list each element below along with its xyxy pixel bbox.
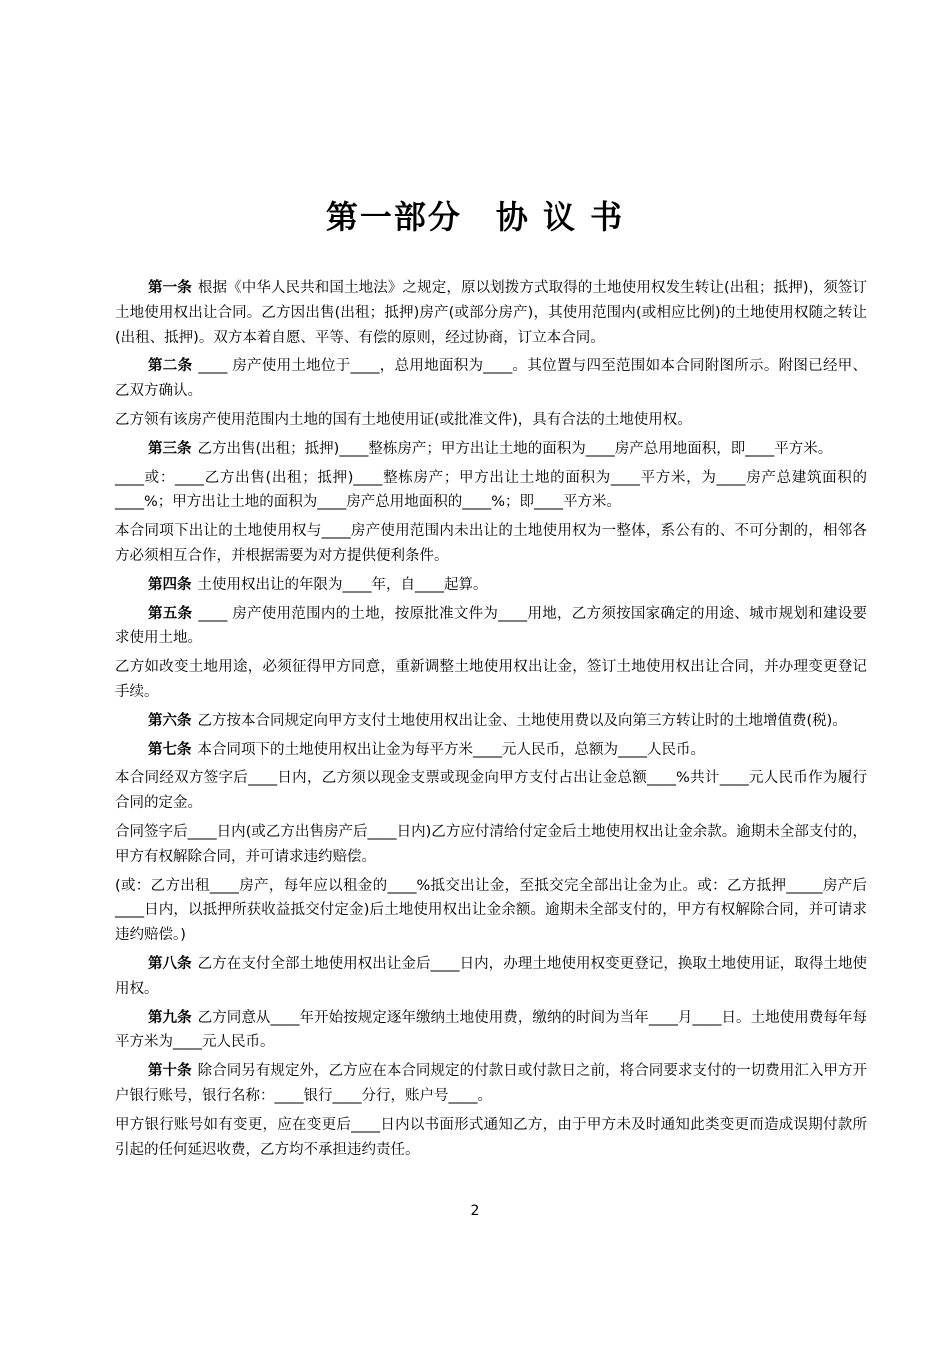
article-text: ____ 房产使用范围内的土地，按原批准文件为____用地，乙方须按国家确定的用途、城市规划和建设要求使用土地。 bbox=[115, 605, 867, 647]
article-9 bbox=[115, 1006, 867, 1056]
paragraph-text: ____或：____乙方出售(出租；抵押)____整栋房产；甲方出让土地的面积为____平方米，为____房产总建筑面积的____%；甲方出让土地的面积为____房产总用地面积的____%；即____平方米。 bbox=[115, 469, 867, 511]
article-text: 土使用权出让的年限为____年，自____起算。 bbox=[197, 576, 488, 593]
article-label: 第八条 bbox=[148, 955, 192, 972]
paragraph-text: 本合同经双方签字后____日内，乙方须以现金支票或现金向甲方支付占出让金总额____%共计____元人民币作为履行合同的定金。 bbox=[115, 770, 867, 812]
page-title bbox=[0, 192, 950, 242]
title-main: 第一部分 bbox=[325, 198, 462, 236]
article-label: 第九条 bbox=[148, 1009, 192, 1026]
paragraph-text: 乙方如改变土地用途，必须征得甲方同意，重新调整土地使用权出让金，签订土地使用权出让合同，并办理变更登记手续。 bbox=[115, 659, 867, 700]
article-label: 第一条 bbox=[148, 280, 192, 296]
article-text: 乙方同意从____年开始按规定逐年缴纳土地使用费，缴纳的时间为当年____月____日。土地使用费每年每平方米为____元人民币。 bbox=[115, 1009, 868, 1051]
article-text: 除合同另有规定外，乙方应在本合同规定的付款日或付款日之前，将合同要求支付的一切费用汇入甲方开户银行账号，银行名称：____银行____分行，账户号____。 bbox=[115, 1063, 867, 1104]
article-text: ____ 房产使用土地位于____，总用地面积为____。其位置与四至范围如本合同附图所示。附图已经甲、乙双方确认。 bbox=[115, 358, 868, 400]
article-6 bbox=[115, 709, 867, 734]
article-label: 第六条 bbox=[148, 712, 192, 729]
article-2 bbox=[115, 354, 867, 404]
article-8 bbox=[115, 952, 867, 1002]
paragraph bbox=[115, 408, 867, 433]
paragraph bbox=[115, 1113, 867, 1163]
paragraph-text: 甲方银行账号如有变更，应在变更后____日内以书面形式通知乙方，由于甲方未及时通知此类变更而造成误期付款所引起的任何延迟收费，乙方均不承担违约责任。 bbox=[115, 1116, 867, 1158]
page-number: 2 bbox=[470, 1203, 480, 1219]
article-7 bbox=[115, 738, 867, 763]
article-text: 根据《中华人民共和国土地法》之规定，原以划拨方式取得的土地使用权发生转让(出租；抵押)，须签订土地使用权出让合同。乙方因出售(出租；抵押)房产(或部分房产)，其使用范围内(或相应比例)的土地使用权随之转让(出租、抵押)。双方本着自愿、平等、有偿的原则，经过协商，订立本合同。 bbox=[115, 280, 868, 346]
article-text: 乙方按本合同规定向甲方支付土地使用权出让金、土地使用费以及向第三方转让时的土地增值费(税)。 bbox=[197, 712, 847, 729]
paragraph bbox=[115, 820, 867, 870]
article-text: 乙方在支付全部土地使用权出让金后____日内，办理土地使用权变更登记，换取土地使用证，取得土地使用权。 bbox=[115, 955, 868, 997]
article-text: 本合同项下的土地使用权出让金为每平方米____元人民币，总额为____人民币。 bbox=[197, 741, 705, 758]
article-3 bbox=[115, 437, 867, 462]
article-label: 第四条 bbox=[148, 576, 192, 593]
article-4 bbox=[115, 573, 867, 598]
paragraph bbox=[115, 766, 867, 816]
paragraph-text: 乙方领有该房产使用范围内土地的国有土地使用证(或批准文件)，具有合法的土地使用权。 bbox=[115, 411, 692, 428]
article-label: 第十条 bbox=[148, 1063, 192, 1080]
paragraph bbox=[115, 874, 867, 948]
article-10 bbox=[115, 1059, 867, 1109]
paragraph-text: 合同签字后____日内(或乙方出售房产后____日内)乙方应付清给付定金后土地使用权出让金余款。逾期未全部支付的，甲方有权解除合同，并可请求违约赔偿。 bbox=[115, 823, 867, 865]
article-label: 第三条 bbox=[148, 440, 192, 457]
paragraph bbox=[115, 466, 867, 516]
article-5 bbox=[115, 602, 867, 652]
document-body bbox=[115, 276, 867, 1166]
article-1 bbox=[115, 276, 867, 350]
paragraph-text: (或：乙方出租____房产，每年应以租金的____%抵交出让金，至抵交完全部出让金为止。或：乙方抵押_____房产后____日内，以抵押所获收益抵交付定金)后土地使用权出让金余额。逾期未全部支付的，甲方有权解除合同，并可请求违约赔偿。) bbox=[115, 877, 867, 944]
article-label: 第五条 bbox=[148, 605, 193, 622]
paragraph bbox=[115, 519, 867, 569]
paragraph-text: 本合同项下出让的土地使用权与____房产使用范围内未出让的土地使用权为一整体，系公有的、不可分割的，相邻各方必须相互合作，并根据需要为对方提供便利条件。 bbox=[115, 523, 867, 564]
title-sub: 协 议 书 bbox=[495, 198, 625, 236]
article-label: 第二条 bbox=[148, 358, 193, 375]
article-text: 乙方出售(出租；抵押)____整栋房产；甲方出让土地的面积为____房产总用地面积，即____平方米。 bbox=[197, 440, 833, 457]
paragraph bbox=[115, 655, 867, 705]
article-label: 第七条 bbox=[148, 741, 192, 758]
